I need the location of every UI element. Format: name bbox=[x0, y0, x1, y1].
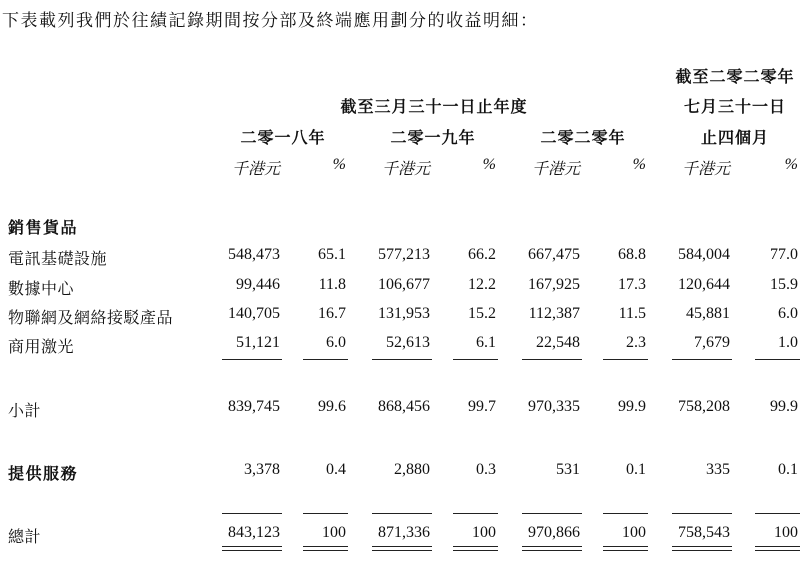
cell-pct: 0.3 bbox=[476, 461, 496, 478]
cell-pct: 2.3 bbox=[626, 334, 646, 351]
total-rule bbox=[603, 513, 648, 514]
unit-amount-2018: 千港元 bbox=[231, 161, 280, 178]
total-rule bbox=[372, 513, 432, 514]
total-double-rule bbox=[522, 546, 582, 551]
total-rule bbox=[222, 513, 282, 514]
total-double-rule bbox=[453, 546, 498, 551]
cell-pct: 77.0 bbox=[770, 246, 798, 263]
subtotal-rule bbox=[672, 359, 732, 360]
header-stub-line3: 止四個月 bbox=[700, 130, 769, 147]
cell-amount: 970,866 bbox=[528, 524, 580, 541]
cell-amount: 22,548 bbox=[536, 334, 580, 351]
cell-pct: 12.2 bbox=[468, 276, 496, 293]
subtotal-rule bbox=[453, 359, 498, 360]
cell-amount: 548,473 bbox=[228, 246, 280, 263]
subtotal-rule bbox=[372, 359, 432, 360]
total-double-rule bbox=[303, 546, 348, 551]
cell-amount: 106,677 bbox=[378, 276, 430, 293]
subtotal-rule bbox=[522, 359, 582, 360]
cell-amount: 584,004 bbox=[678, 246, 730, 263]
cell-pct: 99.7 bbox=[468, 398, 496, 415]
subtotal-rule bbox=[755, 359, 800, 360]
total-double-rule bbox=[603, 546, 648, 551]
cell-amount: 7,679 bbox=[694, 334, 730, 351]
row-label: 電訊基礎設施 bbox=[8, 251, 108, 268]
cell-pct: 6.1 bbox=[476, 334, 496, 351]
total-double-rule bbox=[222, 546, 282, 551]
cell-pct: 6.0 bbox=[326, 334, 346, 351]
row-label: 物聯網及網絡接駁產品 bbox=[8, 310, 174, 327]
header-2019: 二零一九年 bbox=[390, 130, 476, 147]
cell-amount: 758,543 bbox=[678, 524, 730, 541]
cell-amount: 167,925 bbox=[528, 276, 580, 293]
total-rule bbox=[755, 513, 800, 514]
cell-pct: 68.8 bbox=[618, 246, 646, 263]
header-2018: 二零一八年 bbox=[240, 130, 326, 147]
cell-pct: 11.8 bbox=[318, 276, 346, 293]
unit-pct-2020: % bbox=[632, 156, 646, 173]
cell-amount: 843,123 bbox=[228, 524, 280, 541]
cell-pct: 99.9 bbox=[770, 398, 798, 415]
cell-amount: 335 bbox=[706, 461, 730, 478]
cell-amount: 531 bbox=[556, 461, 580, 478]
cell-amount: 667,475 bbox=[528, 246, 580, 263]
total-double-rule bbox=[672, 546, 732, 551]
total-rule bbox=[522, 513, 582, 514]
header-2020: 二零二零年 bbox=[540, 130, 626, 147]
unit-amount-2020: 千港元 bbox=[531, 161, 580, 178]
cell-amount: 120,644 bbox=[678, 276, 730, 293]
total-rule bbox=[453, 513, 498, 514]
unit-pct-2019: % bbox=[482, 156, 496, 173]
cell-pct: 15.9 bbox=[770, 276, 798, 293]
cell-pct: 65.1 bbox=[318, 246, 346, 263]
cell-amount: 45,881 bbox=[686, 305, 730, 322]
cell-amount: 2,880 bbox=[394, 461, 430, 478]
unit-amount-2019: 千港元 bbox=[381, 161, 430, 178]
cell-pct: 11.5 bbox=[618, 305, 646, 322]
services-label: 提供服務 bbox=[8, 466, 79, 483]
total-double-rule bbox=[372, 546, 432, 551]
cell-pct: 100 bbox=[472, 524, 496, 541]
cell-amount: 577,213 bbox=[378, 246, 430, 263]
cell-pct: 0.4 bbox=[326, 461, 346, 478]
section-sale-of-goods: 銷售貨品 bbox=[8, 220, 79, 237]
header-period-group: 截至三月三十一日止年度 bbox=[340, 99, 528, 116]
intro-text: 下表載列我們於往績記錄期間按分部及終端應用劃分的收益明細： bbox=[2, 11, 539, 30]
cell-pct: 100 bbox=[774, 524, 798, 541]
cell-amount: 51,121 bbox=[236, 334, 280, 351]
row-label: 商用激光 bbox=[8, 339, 75, 356]
subtotal-rule bbox=[222, 359, 282, 360]
header-stub-line2: 七月三十一日 bbox=[683, 99, 786, 116]
cell-amount: 131,953 bbox=[378, 305, 430, 322]
subtotal-label: 小計 bbox=[8, 403, 42, 420]
cell-amount: 52,613 bbox=[386, 334, 430, 351]
row-label: 數據中心 bbox=[8, 281, 75, 298]
cell-pct: 15.2 bbox=[468, 305, 496, 322]
unit-amount-stub: 千港元 bbox=[681, 161, 730, 178]
cell-pct: 1.0 bbox=[778, 334, 798, 351]
cell-pct: 99.9 bbox=[618, 398, 646, 415]
subtotal-rule bbox=[303, 359, 348, 360]
cell-amount: 970,335 bbox=[528, 398, 580, 415]
cell-amount: 3,378 bbox=[244, 461, 280, 478]
cell-amount: 112,387 bbox=[528, 305, 580, 322]
cell-pct: 99.6 bbox=[318, 398, 346, 415]
cell-pct: 100 bbox=[322, 524, 346, 541]
total-rule bbox=[672, 513, 732, 514]
cell-amount: 99,446 bbox=[236, 276, 280, 293]
unit-pct-stub: % bbox=[784, 156, 798, 173]
total-label: 總計 bbox=[8, 529, 42, 546]
subtotal-rule bbox=[603, 359, 648, 360]
cell-amount: 758,208 bbox=[678, 398, 730, 415]
cell-pct: 6.0 bbox=[778, 305, 798, 322]
cell-amount: 871,336 bbox=[378, 524, 430, 541]
cell-amount: 868,456 bbox=[378, 398, 430, 415]
total-rule bbox=[303, 513, 348, 514]
cell-pct: 16.7 bbox=[318, 305, 346, 322]
cell-pct: 66.2 bbox=[468, 246, 496, 263]
cell-amount: 839,745 bbox=[228, 398, 280, 415]
cell-pct: 100 bbox=[622, 524, 646, 541]
unit-pct-2018: % bbox=[332, 156, 346, 173]
total-double-rule bbox=[755, 546, 800, 551]
header-stub-line1: 截至二零二零年 bbox=[675, 69, 795, 86]
cell-pct: 0.1 bbox=[626, 461, 646, 478]
cell-pct: 17.3 bbox=[618, 276, 646, 293]
cell-amount: 140,705 bbox=[228, 305, 280, 322]
cell-pct: 0.1 bbox=[778, 461, 798, 478]
